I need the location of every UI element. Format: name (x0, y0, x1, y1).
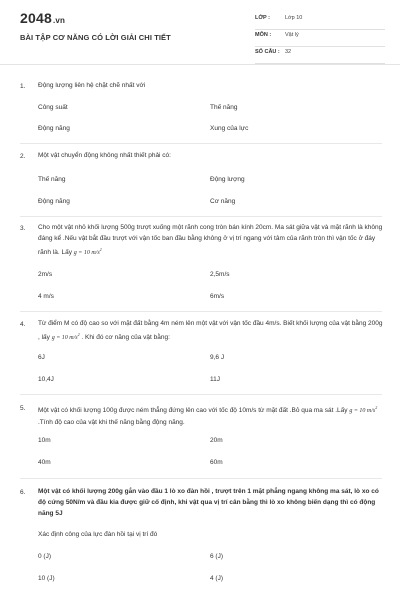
meta-row-count (255, 47, 385, 64)
question-number: 6. (20, 489, 26, 496)
answer-option-d[interactable]: Cơ năng (210, 198, 236, 205)
formula-text: g = 10 m/s (51, 335, 78, 341)
question-text-part: Từ điểm M có độ cao so với mặt đất bằng 4m ném lên một vật với vận tốc đầu 4m/s. Biết khối lượng của vật bằng 200g , lấy (38, 320, 383, 341)
meta-value: Lớp 10 (285, 15, 303, 21)
meta-row-class (255, 13, 385, 30)
answer-option-a[interactable]: 2m/s (38, 271, 53, 278)
answer-option-c[interactable]: Động năng (38, 198, 70, 205)
formula-text: g = 10 m/s (73, 250, 100, 256)
answer-option-c[interactable]: 4 m/s (38, 293, 54, 300)
answer-option-c[interactable]: Động năng (38, 125, 70, 132)
question-number: 2. (20, 153, 26, 160)
meta-label: SỐ CÂU : (255, 49, 280, 55)
formula-text: g = 10 m/s (349, 408, 376, 414)
answer-option-c[interactable]: 10 (J) (38, 575, 55, 582)
question-number: 3. (20, 225, 26, 232)
answer-option-b[interactable]: Thế năng (210, 104, 238, 111)
answer-option-b[interactable]: 6 (J) (210, 553, 223, 560)
answer-option-d[interactable]: 6m/s (210, 293, 225, 300)
answer-option-b[interactable]: Động lượng (210, 176, 245, 183)
formula-exponent: 2 (77, 332, 80, 337)
answer-option-a[interactable]: 0 (J) (38, 553, 51, 560)
logo-text: 2048 (20, 10, 52, 26)
question-text: Một vật chuyển động không nhất thiết phải có: (38, 152, 171, 159)
meta-info (255, 13, 385, 64)
answer-option-a[interactable]: 10m (38, 437, 51, 444)
question-number: 5. (20, 405, 26, 412)
question-number: 4. (20, 321, 26, 328)
question-text: Động lượng liên hệ chặt chẽ nhất với (38, 82, 146, 89)
meta-value: Vật lý (285, 32, 299, 38)
question-text (38, 222, 383, 259)
question-divider (20, 478, 382, 479)
question-text-part: Một vật có khối lượng 100g được ném thẳng đứng lên cao với tốc độ 10m/s từ mặt đất .Bỏ qua ma sát .Lấy (38, 407, 350, 414)
meta-row-subject (255, 30, 385, 47)
meta-value: 32 (285, 49, 292, 55)
logo-suffix: .vn (52, 16, 66, 25)
answer-option-d[interactable]: 60m (210, 459, 223, 466)
question-divider (20, 143, 382, 144)
answer-option-a[interactable]: Công suất (38, 104, 68, 111)
answer-option-d[interactable]: Xung của lực (210, 125, 249, 132)
question-text: Một vật có khối lượng 200g gắn vào đầu 1 lò xo đàn hồi , trượt trên 1 mặt phẳng ngang không ma sát, lò xo có độ cứng 50N/m và đầu kia được giữ cố định, khi vật qua vị trí cân bằng thì lò xo không biến dạng thì có động năng 5J (38, 488, 379, 517)
meta-label: LỚP : (255, 15, 270, 21)
answer-option-b[interactable]: 2,5m/s (210, 271, 230, 278)
formula-exponent: 2 (375, 405, 378, 410)
question-text-part: Cho một vật nhỏ khối lượng 500g trượt xuống một rãnh cong tròn bán kính 20cm. Ma sát giữa vật và mặt rãnh là không đáng kể .Nếu vật bắt đầu trượt với vận tốc ban đầu bằng không ở vị trí ngang với tâm của rãnh tròn thì vận tốc ở đáy rãnh là. Lấy (38, 224, 383, 256)
answer-option-d[interactable]: 4 (J) (210, 575, 223, 582)
answer-option-c[interactable]: 10,4J (38, 376, 54, 383)
formula (51, 332, 80, 341)
answer-option-c[interactable]: 40m (38, 459, 51, 466)
question-text (38, 402, 383, 428)
page-title: BÀI TẬP CƠ NĂNG CÓ LỜI GIẢI CHI TIẾT (20, 33, 171, 42)
meta-label: MÔN : (255, 32, 272, 38)
question-text-part: . Khi đó cơ năng của vật bằng: (79, 334, 170, 341)
formula (349, 405, 378, 414)
question-text-part: .Tính độ cao của vật khi thế năng bằng động năng. (38, 419, 185, 426)
question-text (38, 318, 383, 344)
answer-option-b[interactable]: 9,6 J (210, 354, 225, 361)
page-header (0, 0, 400, 70)
question-divider (20, 311, 382, 312)
question-subtext: Xác định công của lực đàn hồi tại vị trí đó (38, 531, 158, 538)
question-divider (20, 216, 382, 217)
formula-exponent: 2 (99, 247, 102, 252)
question-divider (20, 394, 382, 395)
header-divider (0, 64, 400, 65)
question-number: 1. (20, 83, 26, 90)
answer-option-a[interactable]: Thế năng (38, 176, 66, 183)
answer-option-b[interactable]: 20m (210, 437, 223, 444)
formula (73, 247, 102, 256)
site-logo[interactable] (20, 10, 65, 26)
answer-option-d[interactable]: 11J (210, 376, 220, 383)
answer-option-a[interactable]: 6J (38, 354, 45, 361)
